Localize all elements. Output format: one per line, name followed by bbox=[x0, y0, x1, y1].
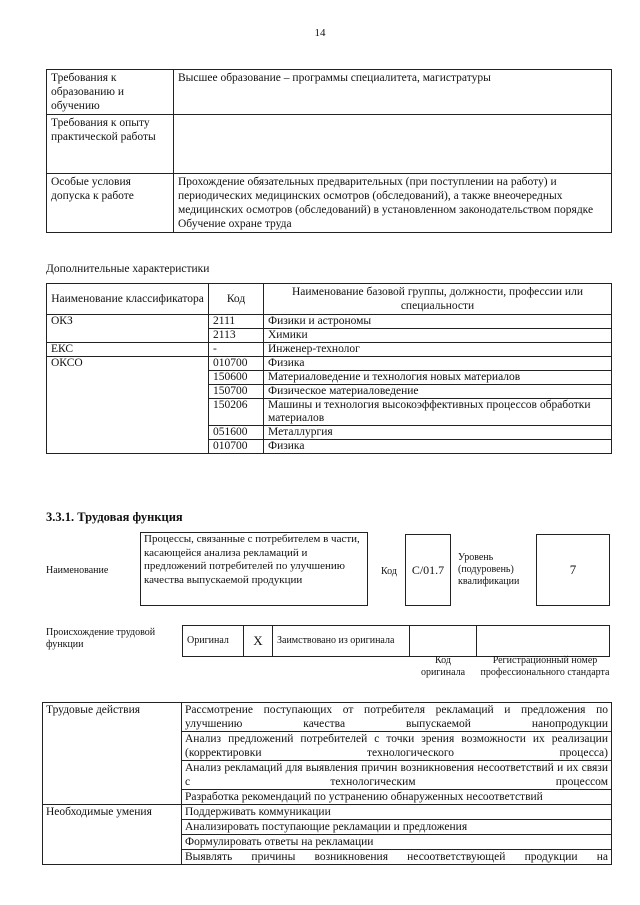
skill-item: Выявлять причины возникновения несоответствующей продукции на bbox=[182, 850, 612, 865]
classifier-code: 051600 bbox=[209, 426, 264, 440]
classifier-code: 150700 bbox=[209, 385, 264, 399]
skill-item: Поддерживать коммуникации bbox=[182, 805, 612, 820]
requirement-line: Обучение охране труда bbox=[178, 218, 292, 230]
requirement-line: Прохождение обязательных предварительных (при поступлении на работу) и периодических медицинских осмотров (обследований), а также внеочередных медицинских осмотров (обследований) в установленном законодательством порядке bbox=[178, 176, 594, 216]
classifier-code: 150206 bbox=[209, 399, 264, 426]
table-row bbox=[43, 703, 612, 732]
classifier-code: 010700 bbox=[209, 440, 264, 454]
requirement-value bbox=[174, 174, 612, 233]
origin-label: Происхождение трудовой функции bbox=[46, 627, 156, 650]
requirements-table bbox=[46, 69, 612, 233]
table-row bbox=[47, 70, 612, 115]
action-item: Анализ рекламаций для выявления причин возникновения несоответствий и их связи с технологическим процессом bbox=[182, 761, 612, 790]
borrowed-label: Заимствовано из оригинала bbox=[273, 626, 410, 657]
classifier-title: Материаловедение и технология новых материалов bbox=[264, 371, 612, 385]
requirement-label: Требования к образованию и обучению bbox=[47, 70, 174, 115]
group-label: Необходимые умения bbox=[43, 805, 182, 865]
function-code-box: C/01.7 bbox=[405, 534, 451, 606]
table-row bbox=[47, 315, 612, 329]
classifier-title: Инженер-технолог bbox=[264, 343, 612, 357]
section-title: 3.3.1. Трудовая функция bbox=[46, 510, 183, 524]
column-header: Код bbox=[209, 284, 264, 315]
column-header: Наименование базовой группы, должности, профессии или специальности bbox=[264, 284, 612, 315]
classifier-code: 150600 bbox=[209, 371, 264, 385]
classifier-code: 2111 bbox=[209, 315, 264, 329]
code-label: Код bbox=[381, 566, 397, 577]
requirement-value bbox=[174, 115, 612, 174]
table-row bbox=[47, 115, 612, 174]
classifier-title: Металлургия bbox=[264, 426, 612, 440]
table-row bbox=[47, 357, 612, 371]
action-item: Рассмотрение поступающих от потребителя рекламаций и предложения по улучшению качества выпускаемой нанопродукции bbox=[182, 703, 612, 732]
requirement-value: Высшее образование – программы специалитета, магистратуры bbox=[174, 70, 612, 115]
classifier-title: Машины и технология высокоэффективных процессов обработки материалов bbox=[264, 399, 612, 426]
classifier-code: - bbox=[209, 343, 264, 357]
classifier-table bbox=[46, 283, 612, 454]
action-item: Разработка рекомендаций по устранению обнаруженных несоответствий bbox=[182, 790, 612, 805]
table-row bbox=[183, 626, 610, 657]
requirement-label: Требования к опыту практической работы bbox=[47, 115, 174, 174]
classifier-code: 010700 bbox=[209, 357, 264, 371]
actions-table bbox=[42, 702, 612, 865]
classifier-title: Физическое материаловедение bbox=[264, 385, 612, 399]
table-row bbox=[47, 343, 612, 357]
origin-table bbox=[182, 625, 610, 657]
column-header: Наименование классификатора bbox=[47, 284, 209, 315]
level-label: Уровень (подуровень) квалификации bbox=[458, 552, 520, 587]
original-mark: X bbox=[244, 626, 273, 657]
classifier-name: ОКСО bbox=[47, 357, 209, 454]
function-name-box: Процессы, связанные с потребителем в части, касающейся анализа рекламаций и предложений потребителей по улучшению качества выпускаемой продукции bbox=[140, 532, 368, 606]
classifier-title: Химики bbox=[264, 329, 612, 343]
classifier-name: ЕКС bbox=[47, 343, 209, 357]
classifier-name: ОКЗ bbox=[47, 315, 209, 343]
action-item: Анализ предложений потребителей с точки зрения возможности их реализации (корректировки технологического процесса) bbox=[182, 732, 612, 761]
table-header-row bbox=[47, 284, 612, 315]
page-number: 14 bbox=[314, 27, 326, 39]
registration-number-caption: Регистрационный номер профессионального стандарта bbox=[480, 655, 610, 678]
level-value-box: 7 bbox=[536, 534, 610, 606]
classifier-title: Физики и астрономы bbox=[264, 315, 612, 329]
classifier-title: Физика bbox=[264, 357, 612, 371]
original-label: Оригинал bbox=[183, 626, 244, 657]
code-original-caption: Код оригинала bbox=[420, 655, 466, 678]
requirement-label: Особые условия допуска к работе bbox=[47, 174, 174, 233]
name-label: Наименование bbox=[46, 565, 109, 576]
classifier-title: Физика bbox=[264, 440, 612, 454]
classifier-code: 2113 bbox=[209, 329, 264, 343]
table-row bbox=[47, 174, 612, 233]
original-code-cell bbox=[410, 626, 477, 657]
registration-number-cell bbox=[477, 626, 610, 657]
skill-item: Формулировать ответы на рекламации bbox=[182, 835, 612, 850]
additional-characteristics-title: Дополнительные характеристики bbox=[46, 263, 210, 275]
table-row bbox=[43, 805, 612, 820]
skill-item: Анализировать поступающие рекламации и предложения bbox=[182, 820, 612, 835]
group-label: Трудовые действия bbox=[43, 703, 182, 805]
